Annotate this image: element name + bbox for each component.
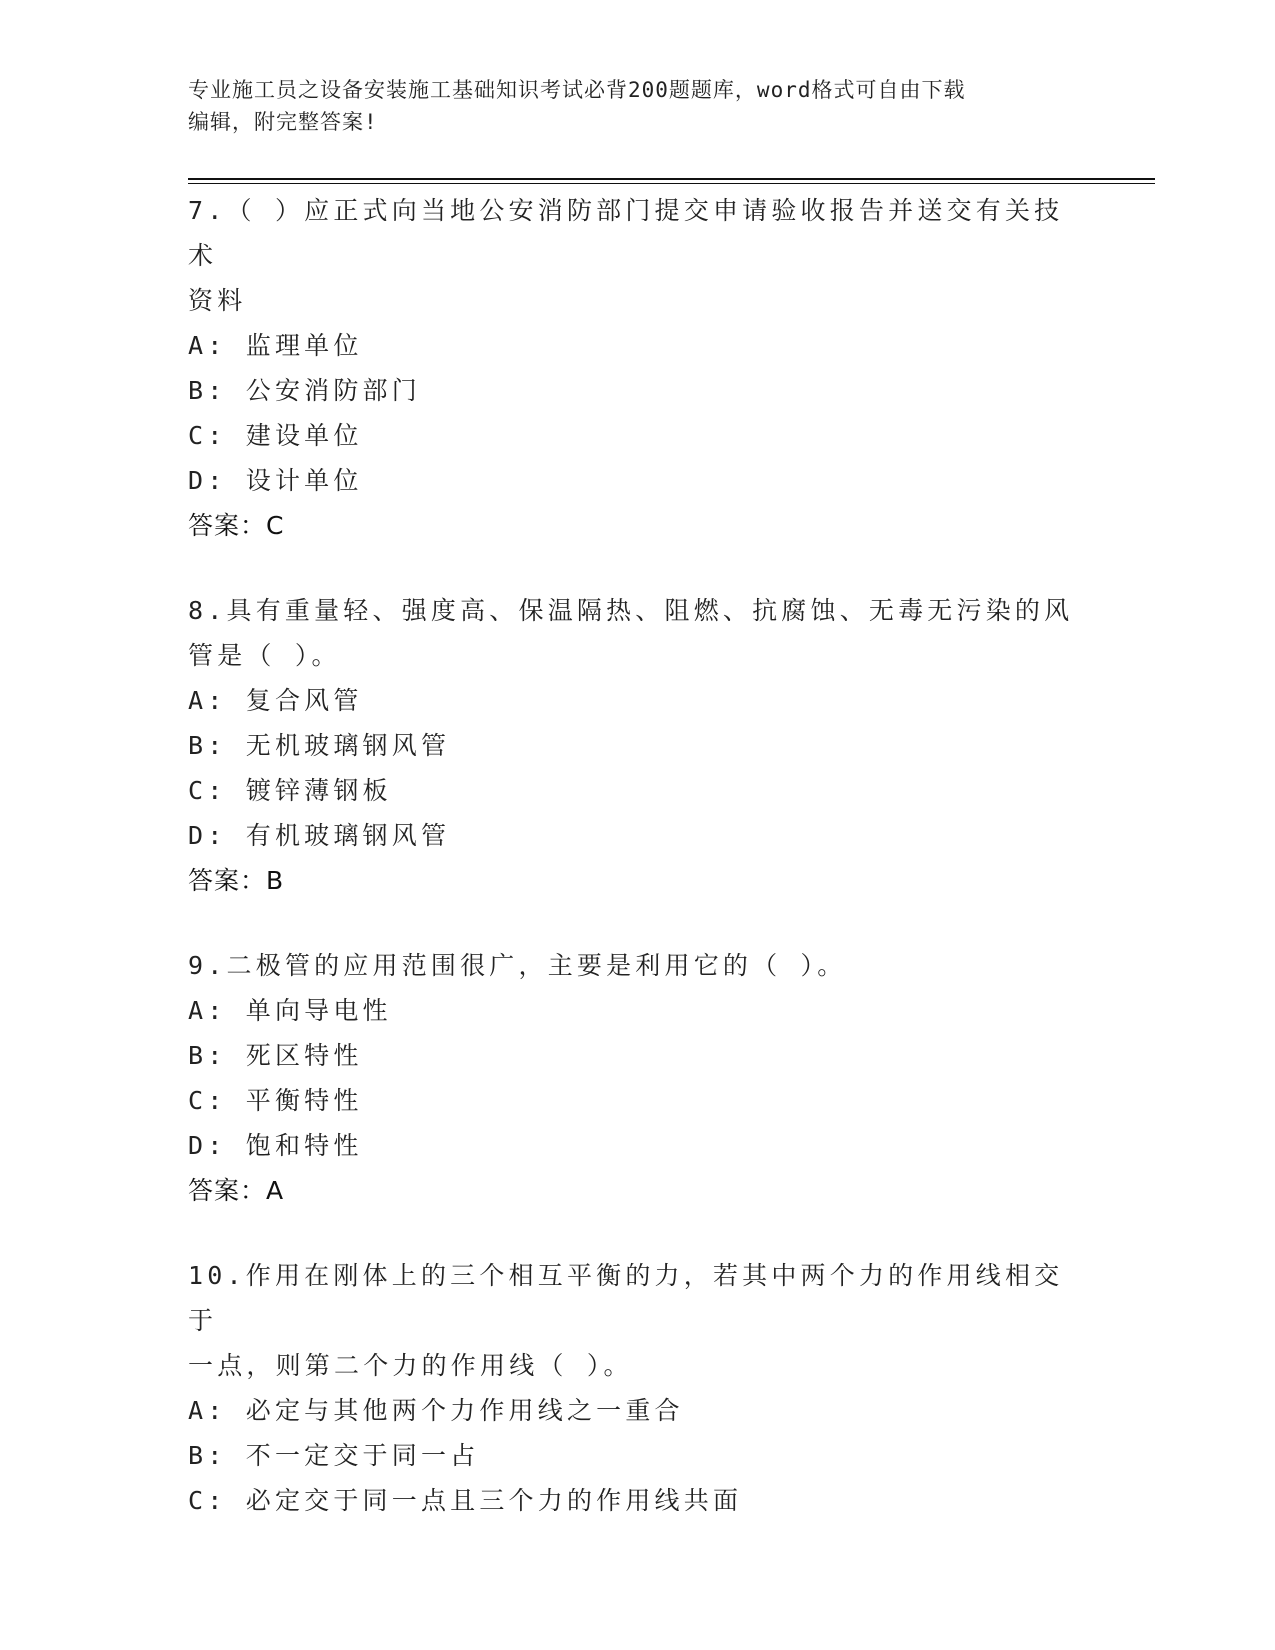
option-b: B: 公安消防部门 [188,376,421,405]
answer: 答案：B [188,866,285,895]
question-9 [188,943,1088,1214]
option-c: C: 镀锌薄钢板 [188,776,392,805]
question-stem-line-1: 8.具有重量轻、强度高、保温隔热、阻燃、抗腐蚀、无毒无污染的风 [188,596,1074,625]
option-c: C: 必定交于同一点且三个力的作用线共面 [188,1486,743,1515]
option-b: B: 不一定交于同一占 [188,1441,480,1470]
option-a: A: 必定与其他两个力作用线之一重合 [188,1396,684,1425]
question-list [188,188,1088,1562]
option-d: D: 饱和特性 [188,1131,363,1160]
answer: 答案：C [188,511,285,540]
question-7 [188,188,1088,549]
question-stem-line-2: 管是（ ）。 [188,641,341,670]
option-d: D: 设计单位 [188,466,363,495]
document-header [188,74,1088,138]
question-stem-line-2: 资料 [188,286,247,315]
option-d: D: 有机玻璃钢风管 [188,821,451,850]
option-b: B: 无机玻璃钢风管 [188,731,451,760]
header-divider-thin [188,183,1155,184]
question-stem-line-2: 一点，则第二个力的作用线（ ）。 [188,1351,633,1380]
header-divider-thick [188,178,1155,180]
question-10 [188,1253,1088,1523]
option-c: C: 建设单位 [188,421,363,450]
option-c: C: 平衡特性 [188,1086,363,1115]
question-stem-line-1: 9.二极管的应用范围很广，主要是利用它的（ ）。 [188,951,847,980]
header-line-2: 编辑，附完整答案! [188,110,378,134]
option-a: A: 监理单位 [188,331,363,360]
question-stem-line-1: 7.（ ）应正式向当地公安消防部门提交申请验收报告并送交有关技术 [188,196,1064,270]
option-a: A: 单向导电性 [188,996,392,1025]
header-line-1: 专业施工员之设备安装施工基础知识考试必背200题题库，word格式可自由下载 [188,78,966,102]
answer: 答案：A [188,1176,285,1205]
option-a: A: 复合风管 [188,686,363,715]
question-8 [188,588,1088,904]
question-stem-line-1: 10.作用在刚体上的三个相互平衡的力，若其中两个力的作用线相交于 [188,1261,1064,1335]
option-b: B: 死区特性 [188,1041,363,1070]
